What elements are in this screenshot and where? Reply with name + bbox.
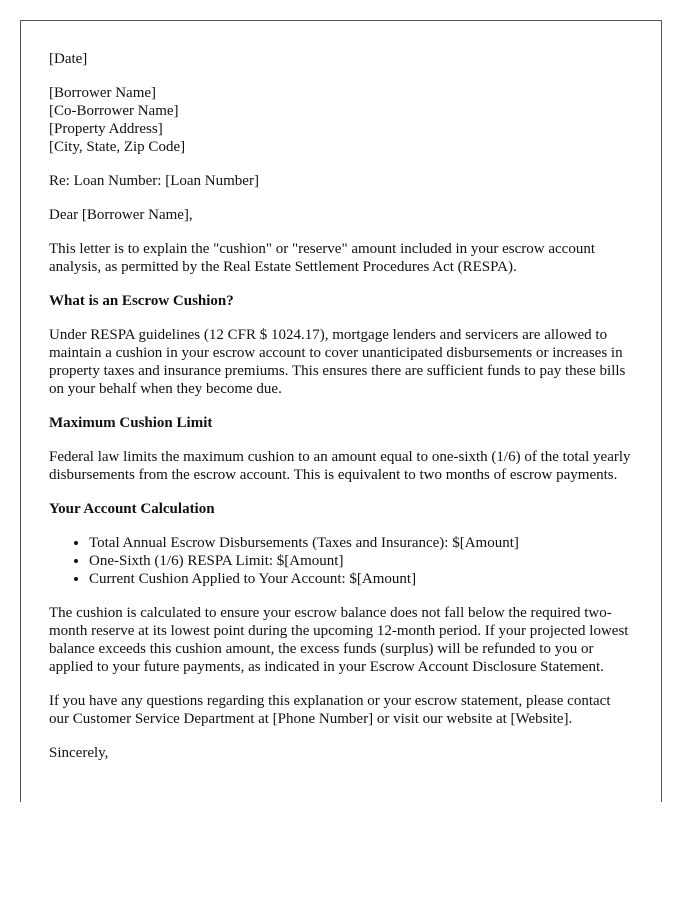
calculation-list [49, 534, 633, 588]
closing: Sincerely, [49, 745, 109, 761]
borrower-name: [Borrower Name] [49, 85, 157, 101]
date: [Date] [49, 51, 88, 67]
section-body: Federal law limits the maximum cushion to an amount equal to one-sixth (1/6) of the total yearly disbursements from the escrow account. This is equivalent to two months of escrow payments. [49, 449, 631, 483]
list-item: • Total Annual Escrow Disbursements (Taxes and Insurance): $[Amount] [89, 534, 633, 552]
city-state-zip: [City, State, Zip Code] [49, 139, 186, 155]
calculation-note: The cushion is calculated to ensure your escrow balance does not fall below the required two-month reserve at its lowest point during the upcoming 12-month period. If your projected lowest balance exceeds this cushion amount, the excess funds (surplus) will be refunded to you or applied to your future payments, as indicated in your Escrow Account Disclosure Statement. [49, 605, 629, 675]
co-borrower-name: [Co-Borrower Name] [49, 103, 179, 119]
letter-page [20, 20, 662, 802]
subject-line: Re: Loan Number: [Loan Number] [49, 173, 259, 189]
property-address: [Property Address] [49, 121, 163, 137]
section-body: Under RESPA guidelines (12 CFR $ 1024.17), mortgage lenders and servicers are allowed to maintain a cushion in your escrow account to cover unanticipated disbursements or increases in property taxes and insurance premiums. This ensures there are sufficient funds to pay these bills on your behalf when they become due. [49, 327, 626, 397]
salutation: Dear [Borrower Name], [49, 207, 193, 223]
contact-paragraph: If you have any questions regarding this explanation or your escrow statement, please contact our Customer Service Department at [Phone Number] or visit our website at [Website]. [49, 693, 611, 727]
recipient-address [49, 84, 633, 156]
section-heading: What is an Escrow Cushion? [49, 293, 234, 309]
list-item: • One-Sixth (1/6) RESPA Limit: $[Amount] [89, 552, 633, 570]
list-item: • Current Cushion Applied to Your Account: $[Amount] [89, 570, 633, 588]
section-heading: Your Account Calculation [49, 501, 215, 517]
intro-paragraph: This letter is to explain the "cushion" or "reserve" amount included in your escrow account analysis, as permitted by the Real Estate Settlement Procedures Act (RESPA). [49, 241, 596, 275]
section-heading: Maximum Cushion Limit [49, 415, 213, 431]
